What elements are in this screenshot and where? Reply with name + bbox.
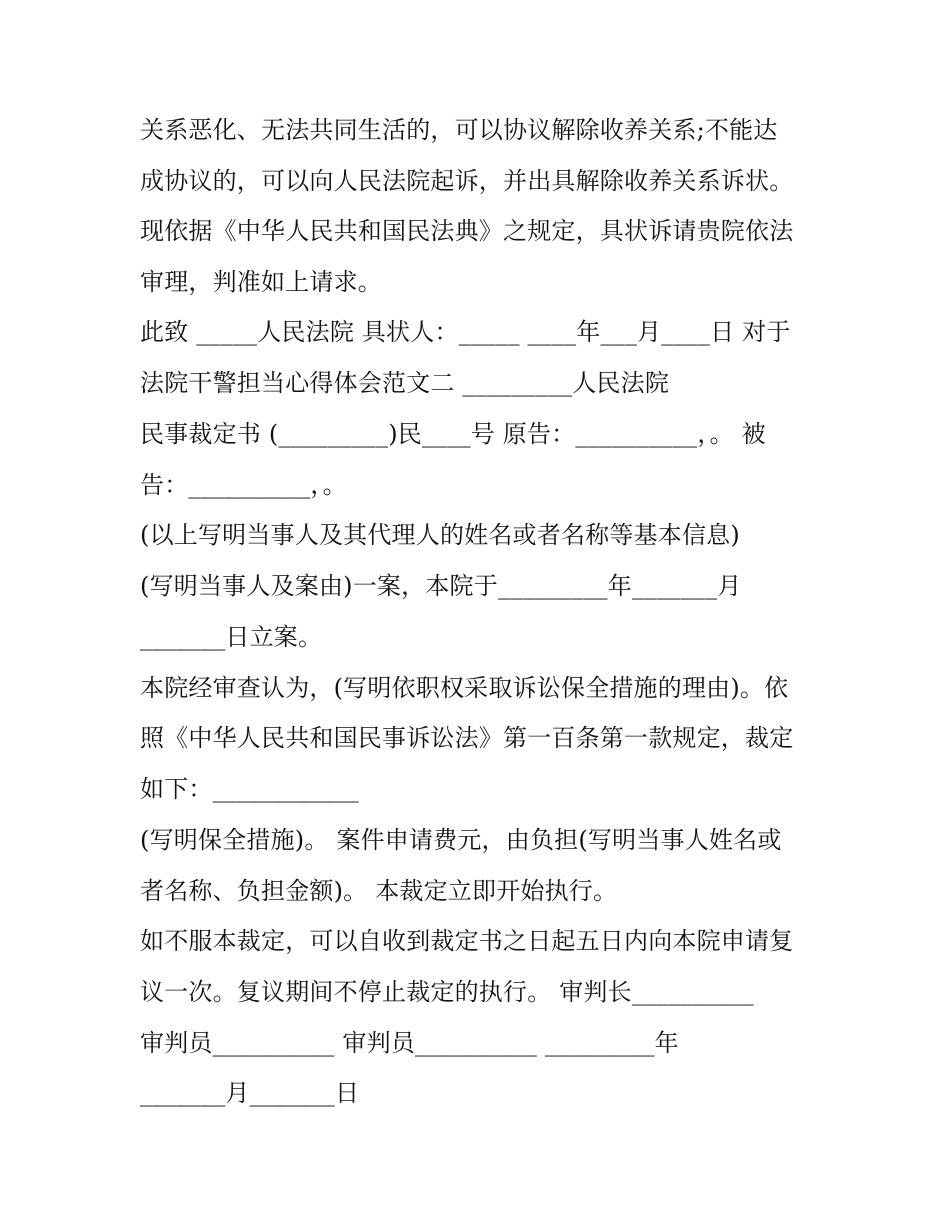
text-line: 民事裁定书 (_________)民____号 原告：__________，。 被 — [140, 420, 766, 448]
text-line: 此致 _____人民法院 具状人：_____ ____年___月____日 对于 — [140, 318, 791, 346]
text-line: 本院经审查认为，(写明依职权采取诉讼保全措施的理由)。依 — [140, 674, 789, 702]
text-line: (写明当事人及案由)一案，本院于_________年_______月 — [140, 572, 742, 600]
text-line: 告：__________，。 — [140, 471, 347, 499]
text-line: (以上写明当事人及其代理人的姓名或者名称等基本信息) — [140, 521, 740, 549]
text-line: 者名称、负担金额)。 本裁定立即开始执行。 — [140, 877, 618, 905]
text-line: 审判员__________ 审判员__________ _________年 — [140, 1029, 679, 1057]
text-line: _______月_______日 — [140, 1079, 360, 1107]
text-line: _______日立案。 — [140, 623, 323, 651]
text-line: 法院干警担当心得体会范文二 _________人民法院 — [140, 369, 670, 397]
text-line: 审理，判准如上请求。 — [140, 268, 382, 296]
text-line: 成协议的，可以向人民法院起诉，并出具解除收养关系诉状。 — [140, 167, 794, 195]
text-line: (写明保全措施)。 案件申请费元，由负担(写明当事人姓名或 — [140, 826, 782, 854]
text-line: 如下：____________ — [140, 775, 359, 803]
text-line: 议一次。复议期间不停止裁定的执行。 审判长__________ — [140, 978, 754, 1006]
text-line: 关系恶化、无法共同生活的，可以协议解除收养关系;不能达 — [140, 116, 778, 144]
text-line: 照《中华人民共和国民事诉讼法》第一百条第一款规定，裁定 — [140, 724, 794, 752]
text-line: 现依据《中华人民共和国民法典》之规定，具状诉请贵院依法 — [140, 217, 794, 245]
text-line: 如不服本裁定，可以自收到裁定书之日起五日内向本院申请复 — [140, 927, 794, 955]
